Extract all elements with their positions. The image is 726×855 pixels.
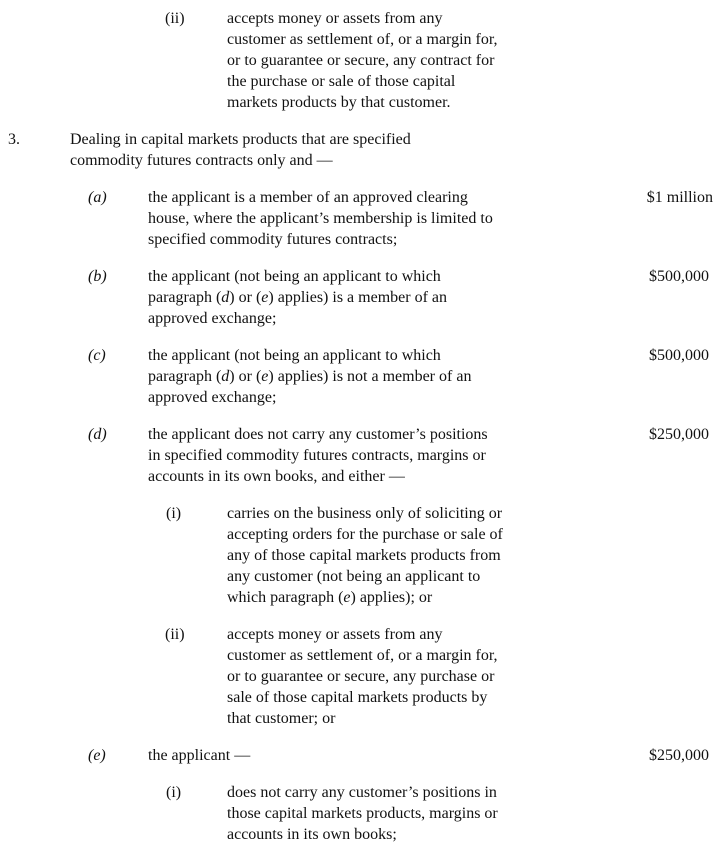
text-line: accounts in its own books; xyxy=(227,826,397,843)
paragraph-e-text xyxy=(148,745,250,766)
top-subitem-text xyxy=(227,8,498,113)
subparagraph-e-i-marker: (i) xyxy=(166,784,182,801)
subparagraph-d-i-marker: (i) xyxy=(166,505,182,522)
paragraph-b-text xyxy=(148,266,447,329)
paragraph-ref-e: e xyxy=(261,289,269,306)
text-fragment: ) applies); or xyxy=(350,589,433,606)
text-fragment: paragraph ( xyxy=(148,368,222,385)
text-line: markets products by that customer. xyxy=(227,94,451,111)
text-fragment: ) applies) is not a member of an xyxy=(268,368,472,385)
text-line xyxy=(148,366,471,387)
text-line: carries on the business only of soliciting or xyxy=(227,505,503,522)
paragraph-e-marker: (e) xyxy=(88,747,106,764)
paragraph-e-amount: $250,000 xyxy=(649,747,709,764)
paragraph-c-marker: (c) xyxy=(88,347,106,364)
text-line: does not carry any customer’s positions in xyxy=(227,784,497,801)
text-line: specified commodity futures contracts; xyxy=(148,231,398,248)
text-line: those capital markets products, margins or xyxy=(227,805,498,822)
paragraph-c-text xyxy=(148,345,471,408)
text-line: or to guarantee or secure, any contract for xyxy=(227,52,495,69)
text-line: the purchase or sale of those capital xyxy=(227,73,456,90)
text-line: sale of those capital markets products by xyxy=(227,689,488,706)
text-fragment: paragraph ( xyxy=(148,289,222,306)
text-line: house, where the applicant’s membership is limited to xyxy=(148,210,493,227)
text-line: accounts in its own books, and either — xyxy=(148,468,405,485)
paragraph-ref-e: e xyxy=(261,368,269,385)
paragraph-d-text xyxy=(148,424,488,487)
text-line: the applicant is a member of an approved clearing xyxy=(148,189,468,206)
text-line: the applicant (not being an applicant to which xyxy=(148,347,441,364)
paragraph-a-text xyxy=(148,187,493,250)
text-line: in specified commodity futures contracts, margins or xyxy=(148,447,486,464)
paragraph-a-marker: (a) xyxy=(88,189,107,206)
paragraph-b-amount: $500,000 xyxy=(649,268,709,285)
text-line xyxy=(148,287,447,308)
subparagraph-e-i-text xyxy=(227,782,498,845)
text-line: accepts money or assets from any xyxy=(227,10,443,27)
paragraph-b-marker: (b) xyxy=(88,268,107,285)
text-line: approved exchange; xyxy=(148,310,277,327)
top-subitem-marker: (ii) xyxy=(165,10,185,27)
paragraph-d-marker: (d) xyxy=(88,426,107,443)
text-line: customer as settlement of, or a margin for, xyxy=(227,31,498,48)
text-line: approved exchange; xyxy=(148,389,277,406)
text-line: any of those capital markets products from xyxy=(227,547,501,564)
text-line: accepts money or assets from any xyxy=(227,626,443,643)
paragraph-a-amount: $1 million xyxy=(646,189,713,206)
item-number: 3. xyxy=(8,131,20,148)
subparagraph-d-ii-text xyxy=(227,624,498,729)
text-line: the applicant — xyxy=(148,747,251,764)
paragraph-ref-e: e xyxy=(343,589,351,606)
text-fragment: which paragraph ( xyxy=(227,589,344,606)
paragraph-c-amount: $500,000 xyxy=(649,347,709,364)
text-line: the applicant does not carry any customer’s positions xyxy=(148,426,488,443)
text-line: the applicant (not being an applicant to which xyxy=(148,268,441,285)
text-line: customer as settlement of, or a margin for, xyxy=(227,647,498,664)
text-line: any customer (not being an applicant to xyxy=(227,568,481,585)
text-line: accepting orders for the purchase or sale of xyxy=(227,526,503,543)
paragraph-ref-d: d xyxy=(221,368,230,385)
text-line xyxy=(227,587,503,608)
text-line: Dealing in capital markets products that are specified xyxy=(70,131,411,148)
paragraph-ref-d: d xyxy=(221,289,230,306)
subparagraph-d-ii-marker: (ii) xyxy=(165,626,185,643)
text-fragment: ) or ( xyxy=(229,368,262,385)
text-line: that customer; or xyxy=(227,710,336,727)
text-line: commodity futures contracts only and — xyxy=(70,152,333,169)
text-fragment: ) applies) is a member of an xyxy=(268,289,447,306)
text-fragment: ) or ( xyxy=(229,289,262,306)
paragraph-d-amount: $250,000 xyxy=(649,426,709,443)
subparagraph-d-i-text xyxy=(227,503,503,608)
item-heading xyxy=(70,129,411,171)
text-line: or to guarantee or secure, any purchase or xyxy=(227,668,495,685)
